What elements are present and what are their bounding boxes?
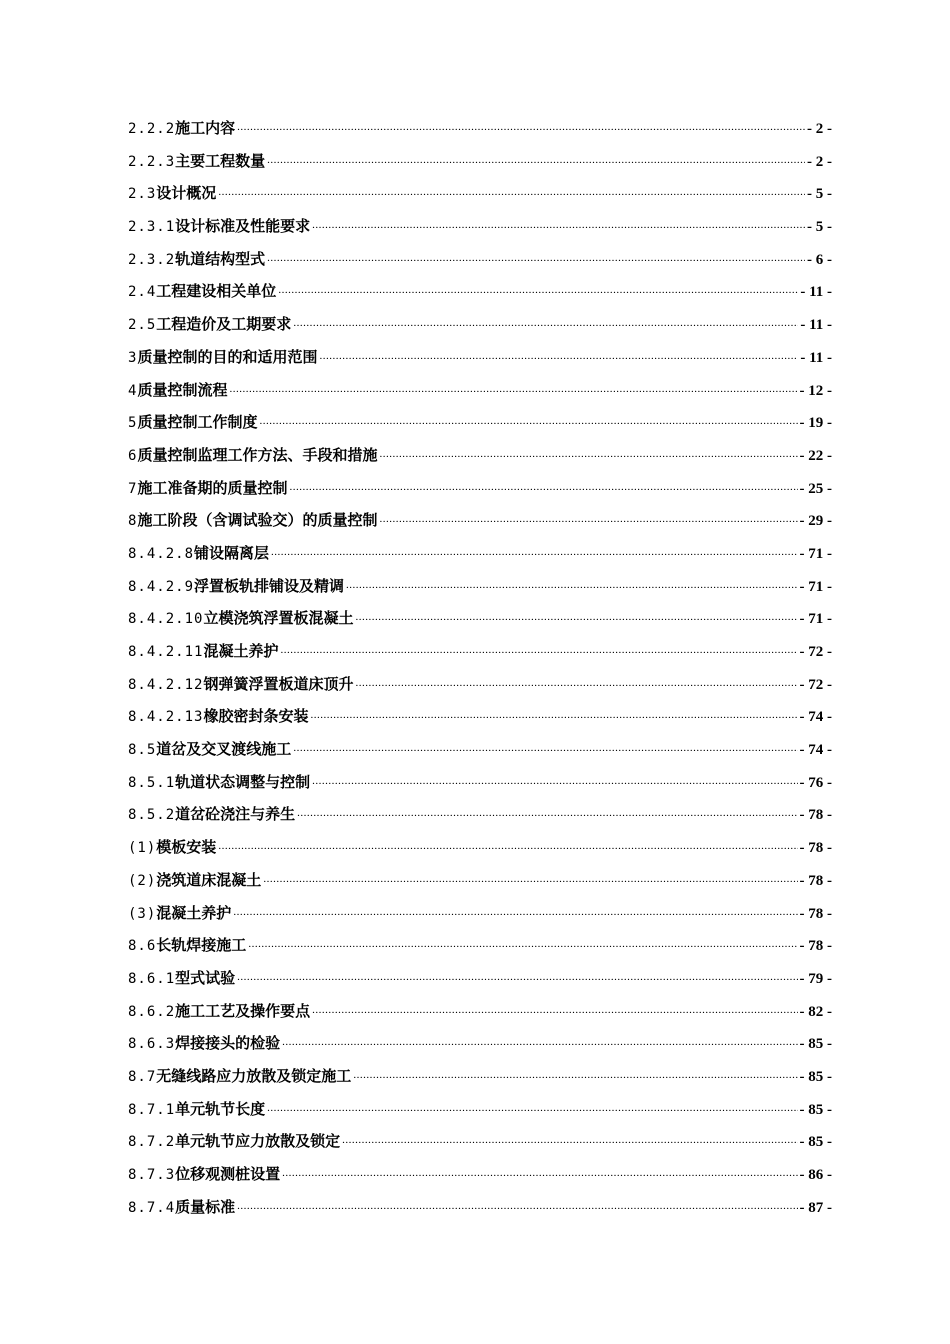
toc-entry-title: 钢弹簧浮置板道床顶升: [203, 674, 354, 693]
toc-entry-page-number: - 85 -: [799, 1134, 832, 1151]
toc-entry-page-number: - 12 -: [799, 382, 832, 399]
toc-entry-number: 7: [128, 480, 138, 497]
toc-entry[interactable]: [128, 112, 832, 145]
toc-entry-page-number: - 85 -: [799, 1101, 832, 1118]
toc-dot-leader: [229, 373, 797, 406]
toc-entry-page-number: - 11 -: [800, 317, 832, 334]
toc-entry-number: (1): [128, 840, 157, 857]
toc-entry-title: 工程造价及工期要求: [156, 315, 292, 334]
toc-dot-leader: [346, 569, 797, 602]
toc-entry[interactable]: [128, 308, 832, 341]
toc-entry-number: 8.4.2.11: [128, 644, 204, 660]
toc-entry-number: 2.3: [128, 186, 157, 203]
toc-entry-title: 立模浇筑浮置板混凝土: [203, 609, 354, 628]
toc-entry-number: 8.7: [128, 1068, 157, 1085]
toc-entry-number: 8.6: [128, 938, 157, 955]
toc-entry[interactable]: [128, 1191, 832, 1224]
toc-entry-title: 质量控制的目的和适用范围: [137, 347, 318, 366]
toc-entry-title: 质量控制流程: [137, 380, 228, 399]
toc-entry-page-number: - 78 -: [799, 840, 832, 857]
toc-entry-number: 8.6.1: [128, 970, 176, 987]
toc-entry[interactable]: [128, 700, 832, 733]
toc-entry-number: 2.3.1: [128, 219, 176, 236]
toc-entry-title: 焊接接头的检验: [175, 1034, 281, 1053]
toc-dot-leader: [312, 209, 805, 242]
toc-entry-number: 6: [128, 447, 138, 464]
toc-entry-number: 8.4.2.12: [128, 676, 204, 693]
toc-entry[interactable]: [128, 504, 832, 537]
toc-entry-title: 浇筑道床混凝土: [156, 870, 262, 889]
toc-dot-leader: [259, 405, 797, 438]
toc-entry-title: 长轨焊接施工: [156, 936, 247, 955]
toc-dot-leader: [278, 274, 798, 307]
toc-entry[interactable]: [128, 1125, 832, 1158]
toc-entry-page-number: - 5 -: [807, 186, 832, 203]
toc-entry-title: 单元轨节长度: [175, 1099, 266, 1118]
toc-entry-page-number: - 78 -: [799, 807, 832, 824]
toc-entry[interactable]: [128, 210, 832, 243]
toc-entry-title: 单元轨节应力放散及锁定: [175, 1132, 341, 1151]
toc-entry[interactable]: [128, 145, 832, 178]
toc-entry-page-number: - 2 -: [807, 153, 832, 170]
toc-entry-page-number: - 78 -: [799, 872, 832, 889]
toc-entry[interactable]: [128, 831, 832, 864]
toc-entry-number: 8.7.4: [128, 1199, 176, 1216]
toc-dot-leader: [312, 994, 797, 1027]
toc-entry-title: 型式试验: [175, 968, 236, 987]
toc-dot-leader: [218, 830, 797, 863]
toc-dot-leader: [319, 340, 798, 373]
toc-entry[interactable]: [128, 472, 832, 505]
toc-entry[interactable]: [128, 602, 832, 635]
toc-dot-leader: [237, 111, 805, 144]
toc-dot-leader: [282, 1026, 797, 1059]
toc-entry[interactable]: [128, 929, 832, 962]
toc-entry-number: 8.5.1: [128, 774, 176, 791]
toc-entry-number: 8.5: [128, 742, 157, 759]
toc-entry-title: 施工内容: [175, 119, 236, 137]
toc-entry-page-number: - 86 -: [799, 1167, 832, 1183]
toc-entry-page-number: - 76 -: [799, 774, 832, 791]
toc-entry[interactable]: [128, 374, 832, 407]
toc-entry-page-number: - 11 -: [800, 349, 832, 366]
toc-entry[interactable]: [128, 341, 832, 374]
toc-entry-title: 主要工程数量: [175, 151, 266, 170]
toc-entry-title: 铺设隔离层: [194, 543, 270, 562]
toc-dot-leader: [310, 699, 797, 732]
toc-entry-page-number: - 71 -: [799, 611, 832, 628]
toc-entry[interactable]: [128, 1093, 832, 1126]
toc-dot-leader: [282, 1157, 797, 1190]
toc-entry-number: 2.2.2: [128, 121, 176, 137]
toc-entry[interactable]: [128, 406, 832, 439]
toc-entry-page-number: - 6 -: [807, 251, 832, 268]
toc-entry[interactable]: [128, 439, 832, 472]
toc-entry-title: 模板安装: [156, 838, 217, 857]
toc-dot-leader: [342, 1124, 797, 1157]
toc-entry-title: 位移观测桩设置: [175, 1165, 281, 1183]
toc-entry[interactable]: [128, 635, 832, 668]
toc-dot-leader: [248, 928, 797, 961]
toc-entry-number: 8.6.3: [128, 1036, 176, 1053]
toc-dot-leader: [233, 896, 797, 929]
toc-entry-number: 8.4.2.10: [128, 611, 204, 628]
toc-entry-number: 8: [128, 513, 138, 530]
toc-entry-title: 工程建设相关单位: [156, 282, 277, 301]
toc-dot-leader: [379, 503, 797, 536]
toc-entry-page-number: - 19 -: [799, 415, 832, 432]
toc-dot-leader: [271, 536, 797, 569]
toc-entry-page-number: - 71 -: [799, 578, 832, 595]
toc-entry-number: 8.4.2.8: [128, 545, 195, 562]
toc-entry-number: 8.4.2.9: [128, 578, 195, 595]
toc-entry-page-number: - 87 -: [799, 1199, 832, 1216]
toc-entry-page-number: - 22 -: [799, 447, 832, 464]
toc-entry[interactable]: [128, 177, 832, 210]
toc-entry-number: 2.2.3: [128, 153, 176, 170]
toc-dot-leader: [267, 144, 805, 177]
toc-entry-page-number: - 82 -: [799, 1003, 832, 1020]
toc-entry-title: 质量控制工作制度: [137, 413, 258, 432]
toc-dot-leader: [267, 1092, 797, 1125]
toc-entry-page-number: - 5 -: [807, 219, 832, 236]
toc-entry-page-number: - 85 -: [799, 1068, 832, 1085]
toc-entry-number: 8.7.3: [128, 1167, 176, 1183]
toc-entry-page-number: - 79 -: [799, 970, 832, 987]
toc-dot-leader: [379, 438, 797, 471]
toc-entry[interactable]: [128, 243, 832, 276]
toc-dot-leader: [355, 601, 797, 634]
toc-entry[interactable]: [128, 275, 832, 308]
toc-dot-leader: [355, 667, 797, 700]
toc-entry-title: 设计标准及性能要求: [175, 217, 311, 236]
toc-entry-page-number: - 25 -: [799, 480, 832, 497]
toc-entry-title: 橡胶密封条安装: [203, 707, 309, 726]
toc-dot-leader: [237, 1190, 797, 1223]
toc-entry[interactable]: [128, 798, 832, 831]
toc-dot-leader: [312, 765, 797, 798]
toc-entry-number: 8.7.1: [128, 1101, 176, 1118]
toc-dot-leader: [280, 634, 797, 667]
toc-entry-page-number: - 11 -: [800, 284, 832, 301]
toc-entry-title: 轨道状态调整与控制: [175, 772, 311, 791]
toc-dot-leader: [293, 732, 797, 765]
toc-entry[interactable]: [128, 570, 832, 603]
toc-entry-number: 2.3.2: [128, 251, 176, 268]
toc-entry[interactable]: [128, 1060, 832, 1093]
toc-entry[interactable]: [128, 995, 832, 1028]
toc-entry-title: 轨道结构型式: [175, 249, 266, 268]
toc-entry-title: 浮置板轨排铺设及精调: [194, 576, 345, 595]
toc-entry-page-number: - 78 -: [799, 938, 832, 955]
toc-entry[interactable]: [128, 864, 832, 897]
toc-entry[interactable]: [128, 897, 832, 930]
toc-entry-number: 8.6.2: [128, 1003, 176, 1020]
toc-dot-leader: [263, 863, 797, 896]
toc-entry[interactable]: [128, 962, 832, 995]
toc-entry-title: 混凝土养护: [203, 642, 279, 660]
toc-entry-title: 道岔砼浇注与养生: [175, 805, 296, 824]
toc-entry-number: 5: [128, 415, 138, 432]
toc-entry-page-number: - 29 -: [799, 513, 832, 530]
toc-entry-number: 4: [128, 382, 138, 399]
toc-dot-leader: [297, 797, 797, 830]
toc-entry-number: 8.7.2: [128, 1134, 176, 1151]
table-of-contents: [128, 112, 832, 1223]
toc-dot-leader: [218, 176, 805, 209]
toc-entry-title: 无缝线路应力放散及锁定施工: [156, 1066, 352, 1085]
toc-dot-leader: [267, 242, 805, 275]
toc-entry-title: 混凝土养护: [156, 903, 232, 922]
toc-entry-number: 8.5.2: [128, 807, 176, 824]
toc-entry[interactable]: [128, 733, 832, 766]
toc-entry-title: 质量标准: [175, 1197, 236, 1216]
toc-entry-title: 道岔及交叉渡线施工: [156, 740, 292, 759]
toc-entry[interactable]: [128, 766, 832, 799]
toc-dot-leader: [289, 471, 797, 504]
toc-dot-leader: [237, 961, 797, 994]
toc-entry[interactable]: [128, 537, 832, 570]
toc-entry-title: 设计概况: [156, 184, 217, 203]
toc-entry-number: 2.4: [128, 284, 157, 301]
toc-entry-title: 施工准备期的质量控制: [137, 478, 288, 497]
toc-entry-page-number: - 85 -: [799, 1036, 832, 1053]
toc-entry-title: 质量控制监理工作方法、手段和措施: [137, 445, 378, 464]
toc-entry[interactable]: [128, 668, 832, 701]
toc-entry-title: 施工工艺及操作要点: [175, 1001, 311, 1020]
toc-entry-page-number: - 78 -: [799, 905, 832, 922]
toc-entry-title: 施工阶段（含调试验交）的质量控制: [137, 511, 378, 530]
toc-entry-page-number: - 72 -: [799, 644, 832, 660]
toc-entry[interactable]: [128, 1027, 832, 1060]
toc-entry-number: (2): [128, 872, 157, 889]
toc-entry-page-number: - 74 -: [799, 709, 832, 726]
toc-entry-page-number: - 74 -: [799, 742, 832, 759]
toc-entry-number: 8.4.2.13: [128, 709, 204, 726]
toc-dot-leader: [353, 1059, 797, 1092]
toc-entry-number: (3): [128, 905, 157, 922]
toc-entry-number: 2.5: [128, 317, 157, 334]
toc-entry-page-number: - 71 -: [799, 545, 832, 562]
toc-entry-page-number: - 2 -: [807, 121, 832, 137]
toc-dot-leader: [293, 307, 798, 340]
toc-entry-number: 3: [128, 349, 138, 366]
toc-entry-page-number: - 72 -: [799, 676, 832, 693]
toc-entry[interactable]: [128, 1158, 832, 1191]
